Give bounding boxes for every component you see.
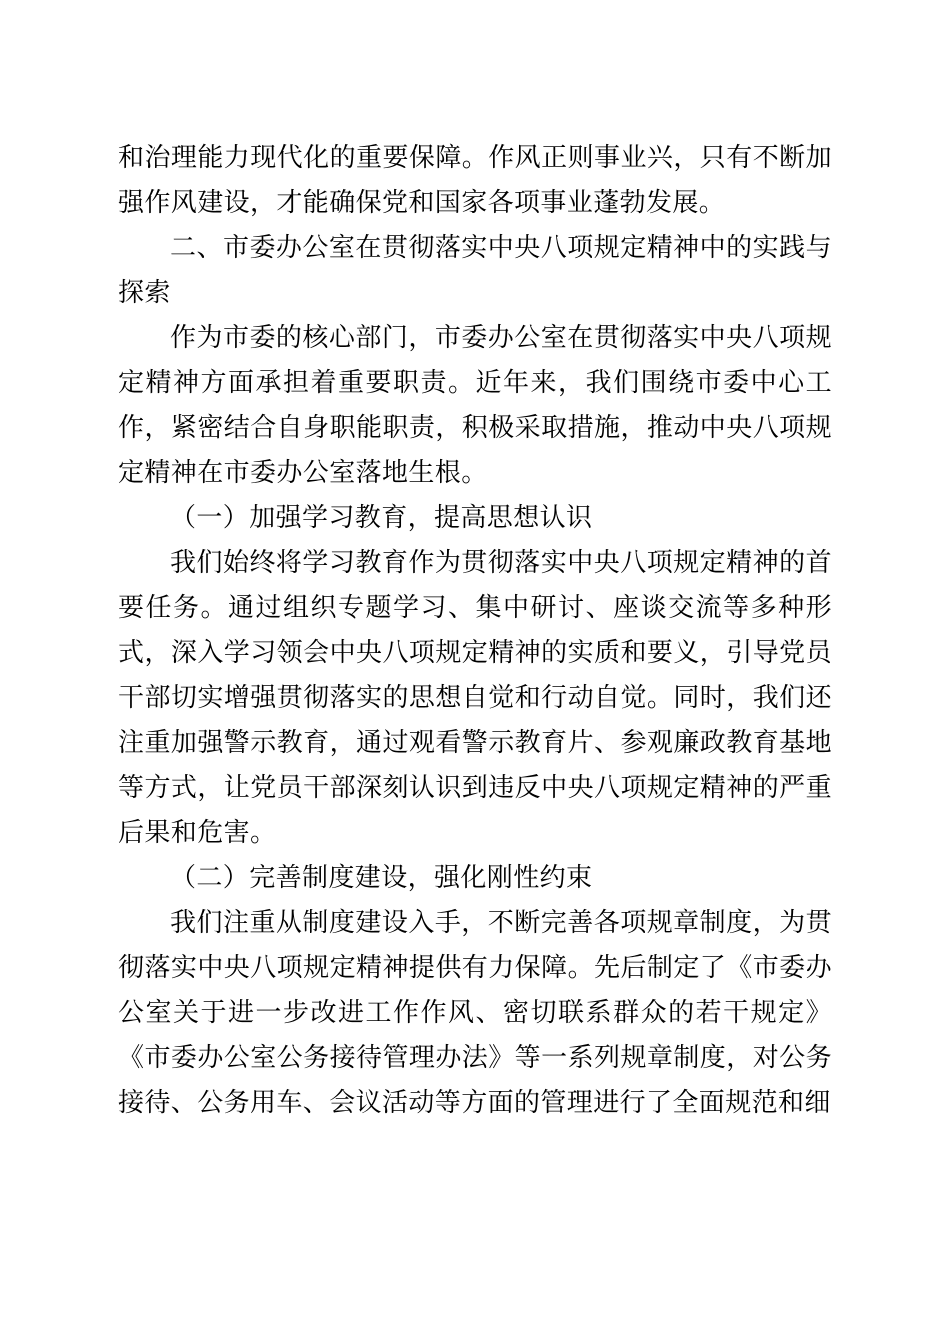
subsection-heading-1: （一）加强学习教育，提高思想认识 (170, 503, 593, 532)
paragraph-subsection-1: 我们始终将学习教育作为贯彻落实中央八项规定精神的首要任务。通过组织专题学习、集中研讨、座谈交流等多种形式，深入学习领会中央八项规定精神的实质和要义，引导党员干部切实增强贯彻落实的思想自觉和行动自觉。同时，我们还注重加强警示教育，通过观看警示教育片、参观廉政教育基地等方式，让党员干部深刻认识到违反中央八项规定精神的严重后果和危害。 (118, 548, 832, 847)
paragraph-subsection-2: 我们注重从制度建设入手，不断完善各项规章制度，为贯彻落实中央八项规定精神提供有力保障。先后制定了《市委办公室关于进一步改进工作作风、密切联系群众的若干规定》《市委办公室公务接待管理办法》等一系列规章制度，对公务接待、公务用车、会议活动等方面的管理进行了全面规范和细 (118, 908, 832, 1117)
paragraph-continuation: 和治理能力现代化的重要保障。作风正则事业兴，只有不断加强作风建设，才能确保党和国家各项事业蓬勃发展。 (118, 143, 832, 217)
section-heading: 二、市委办公室在贯彻落实中央八项规定精神中的实践与探索 (118, 232, 832, 307)
subsection-heading-2: （二）完善制度建设，强化刚性约束 (170, 863, 593, 892)
paragraph-section-intro: 作为市委的核心部门，市委办公室在贯彻落实中央八项规定精神方面承担着重要职责。近年来，我们围绕市委中心工作，紧密结合自身职能职责，积极采取措施，推动中央八项规定精神在市委办公室落地生根。 (118, 323, 832, 487)
